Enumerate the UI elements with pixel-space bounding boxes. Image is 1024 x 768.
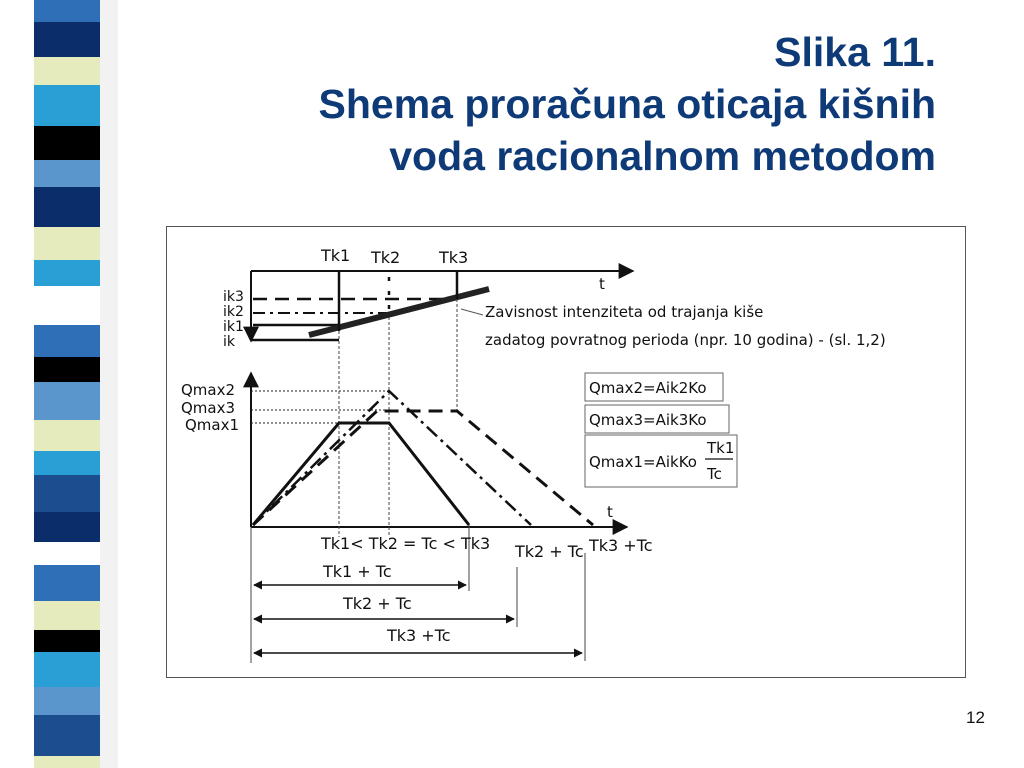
diagram-frame — [166, 226, 966, 678]
title-line-1: Slika 11. — [774, 29, 936, 75]
slide-title — [319, 26, 936, 182]
rational-method-diagram — [167, 227, 967, 679]
qmax2-label: Qmax2 — [181, 381, 236, 399]
page-number: 12 — [966, 708, 985, 727]
strip-block — [34, 475, 100, 512]
formula-qmax1-denominator: Tc — [707, 465, 722, 483]
decorative-left-strip — [0, 0, 118, 768]
relation-label: Tk1< Tk2 = Tc < Tk3 — [321, 534, 491, 553]
ik1-label: ik1 — [223, 319, 244, 335]
strip-block — [34, 227, 100, 260]
ik2-label: ik2 — [223, 304, 244, 320]
formula-qmax3: Qmax3=Aik3Ko — [589, 411, 707, 429]
strip-block — [34, 187, 100, 227]
tk2-tc-label: Tk2 + Tc — [343, 594, 412, 613]
tk3-top-label: Tk3 — [439, 248, 469, 267]
tk3-tc-label: Tk3 +Tc — [387, 626, 451, 645]
strip-block — [34, 542, 100, 565]
annotation-line-2: zadatog povratnog perioda (npr. 10 godina) - (sl. 1,2) — [485, 331, 886, 349]
tk2-tc-axis-label: Tk2 + Tc — [515, 542, 584, 561]
title-line-2: Shema proračuna oticaja kišnih — [318, 81, 936, 127]
qmax3-label: Qmax3 — [181, 399, 236, 417]
annotation-leader — [461, 309, 483, 315]
strip-block — [34, 85, 100, 126]
strip-block — [34, 565, 100, 601]
strip-block — [34, 715, 100, 756]
strip-block — [34, 357, 100, 382]
strip-block — [34, 22, 100, 57]
strip-block — [34, 325, 100, 357]
bottom-axis-t-label: t — [607, 503, 613, 521]
title-line-3: voda racionalnom metodom — [389, 133, 936, 179]
formula-qmax2: Qmax2=Aik2Ko — [589, 379, 707, 397]
strip-block — [34, 420, 100, 451]
strip-block — [34, 160, 100, 187]
strip-block — [34, 512, 100, 542]
strip-block — [34, 382, 100, 420]
ik3-label: ik3 — [223, 289, 244, 305]
strip-block — [34, 126, 100, 160]
qmax1-label: Qmax1 — [185, 416, 240, 434]
formula-qmax1: Qmax1=AikKo — [589, 453, 697, 471]
ik-label: ik — [223, 334, 235, 350]
strip-block — [34, 57, 100, 85]
hydrograph-tk1 — [253, 423, 469, 525]
tk1-tc-label: Tk1 + Tc — [323, 562, 392, 581]
strip-block — [34, 630, 100, 652]
tk3-tc-axis-label: Tk3 +Tc — [589, 536, 653, 555]
tk1-top-label: Tk1 — [321, 246, 351, 265]
strip-block — [34, 260, 100, 286]
strip-block — [34, 286, 100, 325]
strip-block — [34, 601, 100, 630]
strip-block — [34, 652, 100, 687]
strip-block — [34, 451, 100, 475]
strip-block — [34, 756, 100, 768]
tk2-top-label: Tk2 — [371, 248, 401, 267]
strip-block — [34, 0, 100, 22]
annotation-line-1: Zavisnost intenziteta od trajanja kiše — [485, 303, 764, 321]
top-axis-t-label: t — [599, 275, 605, 293]
strip-block — [34, 687, 100, 715]
formula-qmax1-numerator: Tk1 — [707, 439, 735, 457]
